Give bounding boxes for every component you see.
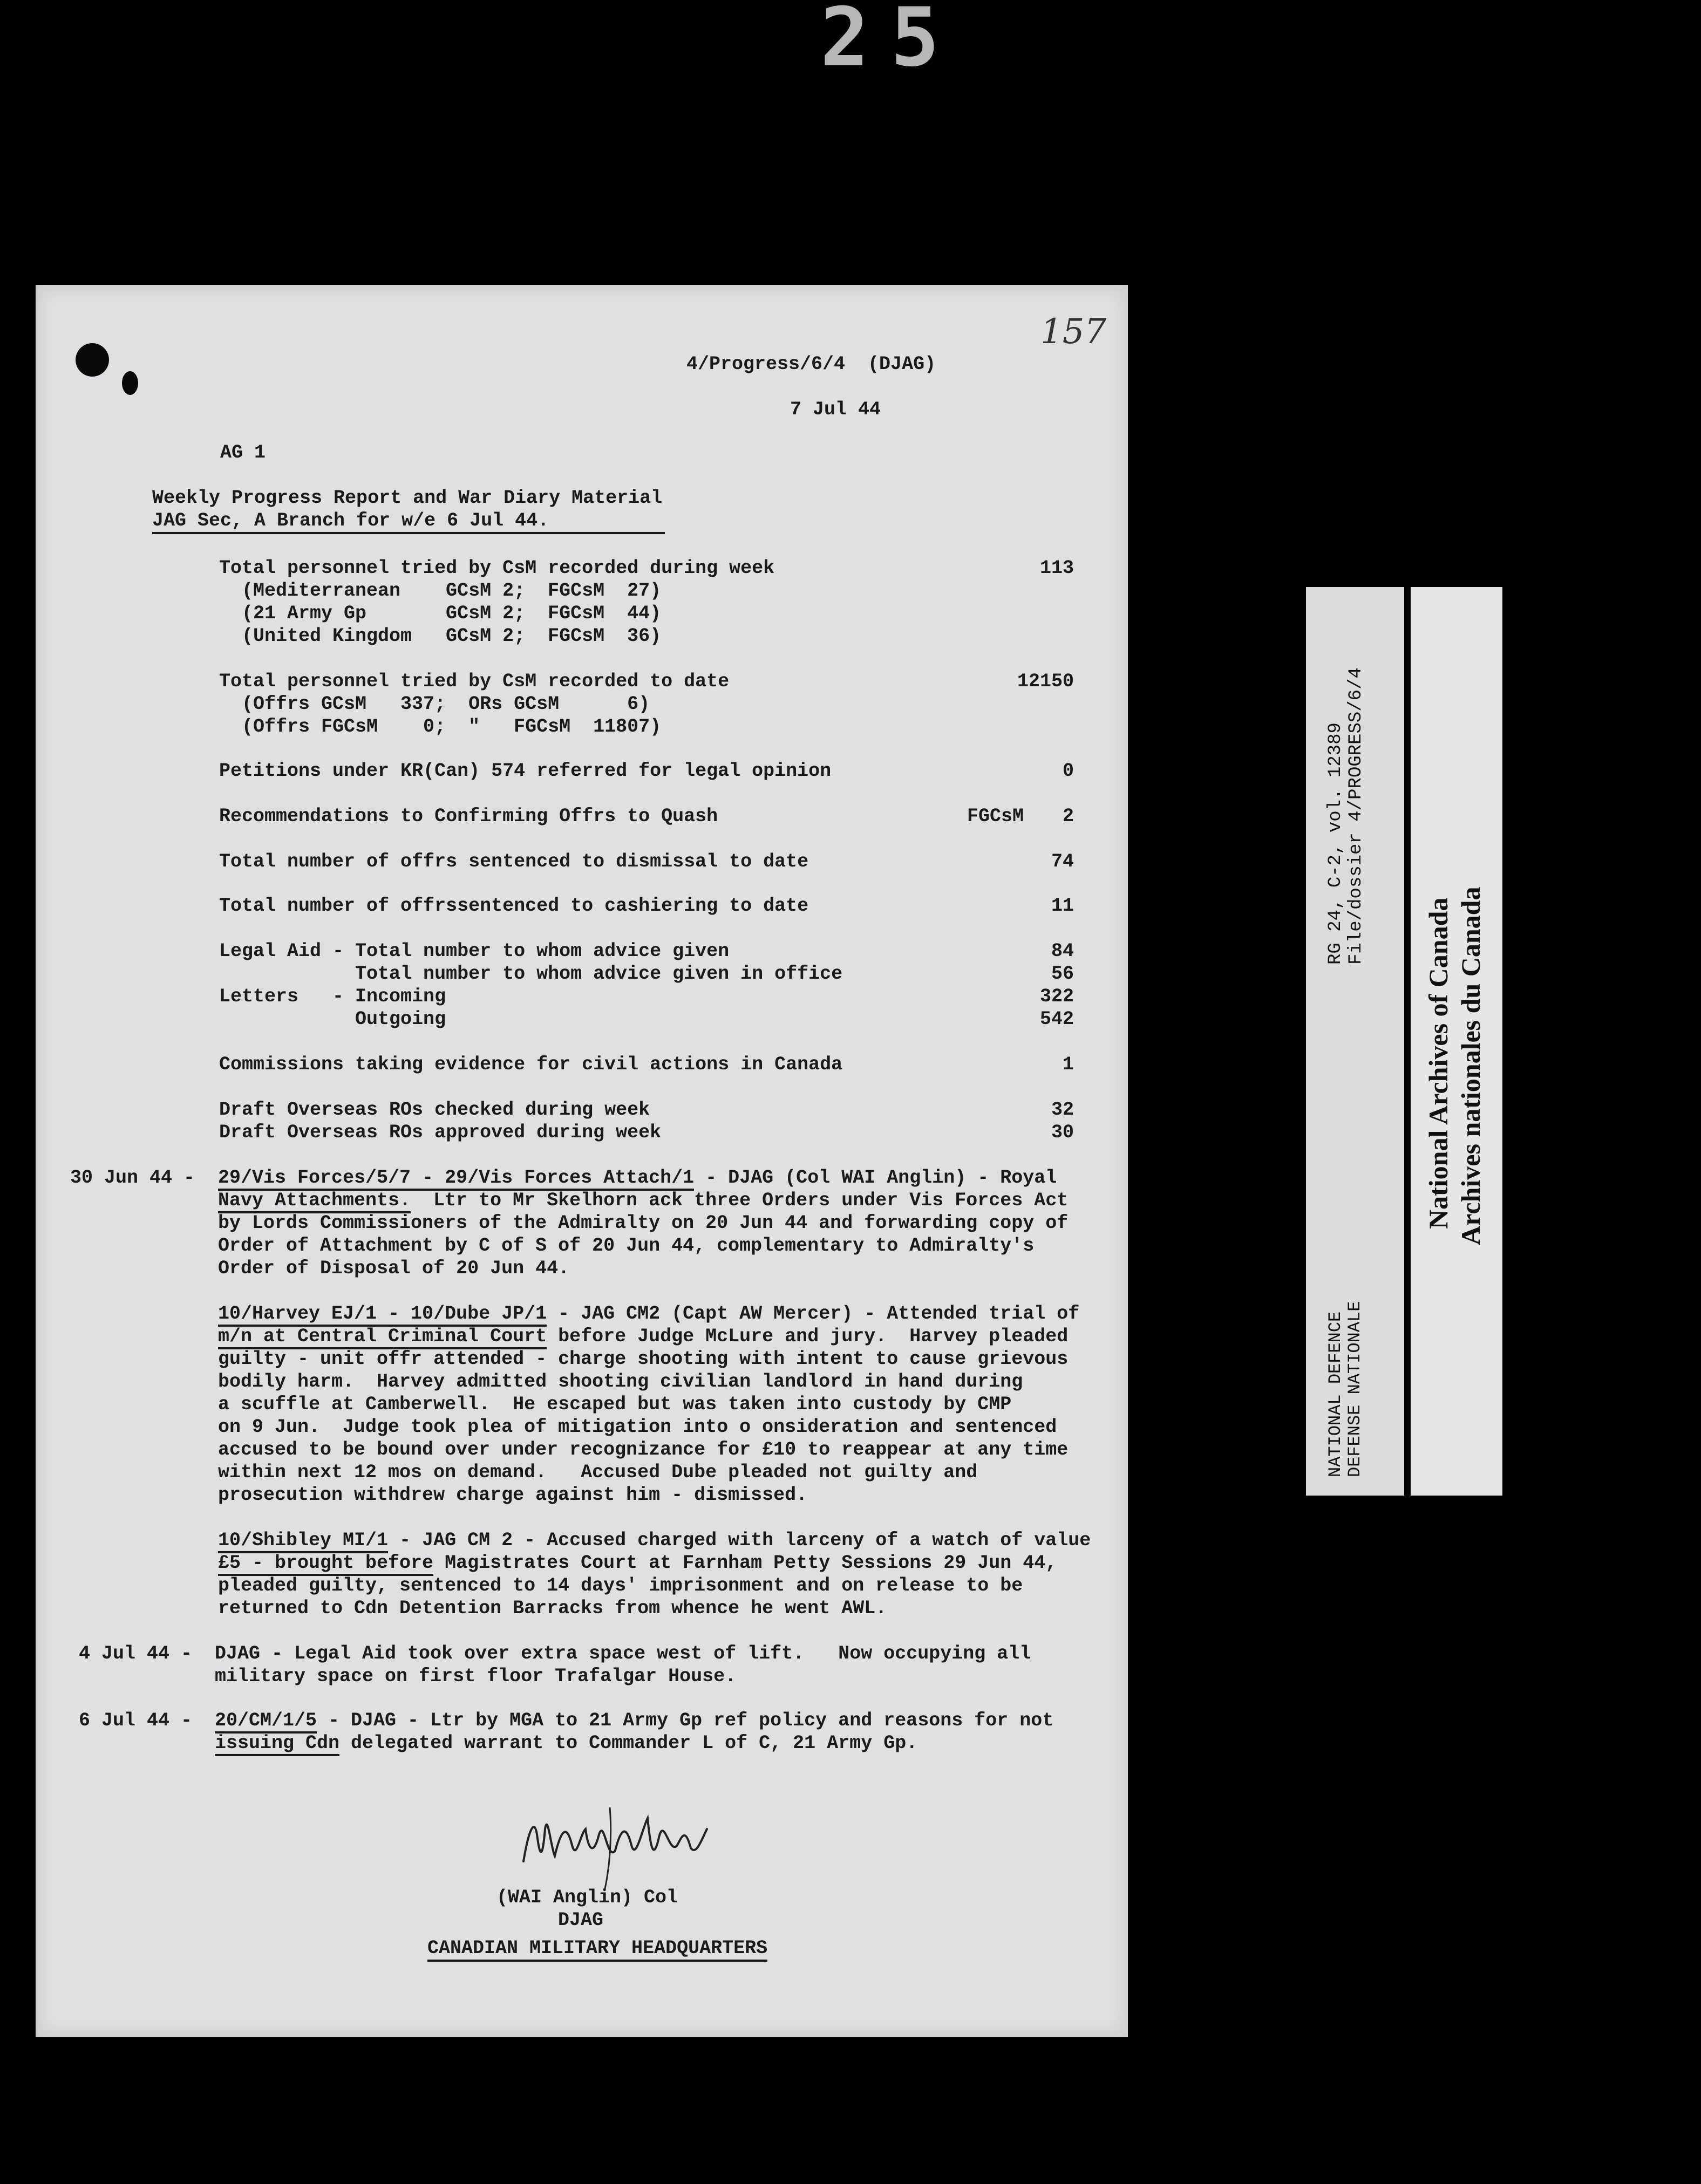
stat-letters-outgoing-value: 542 <box>1039 1008 1074 1030</box>
archive-ref-line: RG 24, C-2, vol. 12389 <box>1325 722 1346 965</box>
department-line: DEFENSE NATIONALE <box>1345 1301 1365 1477</box>
entry-ref: 10/Harvey EJ/1 - 10/Dube JP/1 <box>218 1303 547 1327</box>
entry-line: pleaded guilty, sentenced to 14 days' imprisonment and on release to be <box>218 1575 1023 1596</box>
entry-text: Ltr to Mr Skelhorn ack three Orders under Vis Forces Act <box>411 1190 1069 1211</box>
stat-petitions-value: 0 <box>1062 760 1074 782</box>
entry-line <box>218 1166 1057 1189</box>
entry-text: - JAG CM2 (Capt AW Mercer) - Attended trial of <box>547 1303 1080 1325</box>
entry-line <box>218 1552 1057 1574</box>
stat-legal-aid-office-line: Total number to whom advice given in office <box>219 963 843 985</box>
stat-tried-date-value: 12150 <box>1017 671 1074 692</box>
stat-ros-checked-label: Draft Overseas ROs checked during week <box>219 1099 650 1121</box>
entry-text: delegated warrant to Commander L of C, 21 Army Gp. <box>339 1732 918 1754</box>
stat-tried-date-line: (Offrs FGCsM 0; " FGCsM 11807) <box>242 716 662 738</box>
stat-ros-approved-value: 30 <box>1051 1122 1074 1143</box>
entry-text: Magistrates Court at Farnham Petty Sessions 29 Jun 44, <box>433 1552 1057 1574</box>
archive-ref-line: File/dossier 4/PROGRESS/6/4 <box>1346 667 1366 965</box>
entry-text: - DJAG - Ltr by MGA to 21 Army Gp ref policy and reasons for not <box>317 1710 1054 1731</box>
punch-hole-partial <box>122 371 138 395</box>
stat-cashiering-value: 11 <box>1051 895 1074 917</box>
department-line: NATIONAL DEFENCE <box>1325 1311 1345 1477</box>
stat-legal-aid-line: Legal Aid - Total number to whom advice given <box>219 940 730 962</box>
document-page <box>36 285 1128 2037</box>
stat-tried-week-value: 113 <box>1039 557 1074 579</box>
stat-petitions-label: Petitions under KR(Can) 574 referred for legal opinion <box>219 760 832 782</box>
entry-line: Order of Attachment by C of S of 20 Jun 44, complementary to Admiralty's <box>218 1235 1035 1257</box>
entry-line: returned to Cdn Detention Barracks from whence he went AWL. <box>218 1598 887 1619</box>
file-reference: 4/Progress/6/4 (DJAG) <box>686 353 936 375</box>
entry-line: DJAG - Legal Aid took over extra space west of lift. Now occupying all <box>215 1643 1031 1664</box>
entry-ref: 29/Vis Forces/5/7 - 29/Vis Forces Attach/1 <box>218 1167 694 1191</box>
folio-number: 157 <box>1040 312 1107 352</box>
stat-commissions-label: Commissions taking evidence for civil actions in Canada <box>219 1054 843 1075</box>
entry-line: prosecution withdrew charge against him - dismissed. <box>218 1484 808 1506</box>
entry-line: a scuffle at Camberwell. He escaped but was taken into custody by CMP <box>218 1394 1012 1415</box>
archives-name-en: National Archives of Canada <box>1423 897 1453 1229</box>
entry-line: bodily harm. Harvey admitted shooting civilian landlord in hand during <box>218 1371 1023 1393</box>
stat-tried-week-label: Total personnel tried by CsM recorded during week <box>219 557 775 579</box>
frame-number: 25 <box>820 0 961 85</box>
entry-text: before Judge McLure and jury. Harvey pleaded <box>547 1326 1069 1347</box>
report-subtitle-text: JAG Sec, A Branch for w/e 6 Jul 44. <box>152 510 549 531</box>
entry-line <box>218 1325 1068 1348</box>
entry-line: accused to be bound over under recognizance for £10 to reappear at any time <box>218 1439 1069 1460</box>
stat-dismissal-value: 74 <box>1051 851 1074 872</box>
stat-legal-aid-value: 84 <box>1051 940 1074 962</box>
entry-text: - JAG CM 2 - Accused charged with larceny of a watch of value <box>388 1530 1091 1551</box>
entry-line <box>215 1709 1053 1732</box>
stat-tried-date-line: (Offrs GCsM 337; ORs GCsM 6) <box>242 693 650 715</box>
entry-ref: m/n at Central Criminal Court <box>218 1326 547 1349</box>
stat-legal-aid-office-value: 56 <box>1051 963 1074 985</box>
entry-date: 30 Jun 44 - <box>70 1167 195 1189</box>
stat-letters-incoming-line: Letters - Incoming <box>219 986 446 1007</box>
entry-line <box>218 1189 1068 1212</box>
entry-line: by Lords Commissioners of the Admiralty on 20 Jun 44 and forwarding copy of <box>218 1212 1069 1234</box>
report-subtitle <box>152 509 665 534</box>
entry-line <box>218 1529 1091 1552</box>
entry-line: military space on first floor Trafalgar House. <box>215 1666 737 1687</box>
signatory-title: DJAG <box>558 1909 604 1931</box>
stat-tried-week-line: (21 Army Gp GCsM 2; FGCsM 44) <box>242 603 662 624</box>
entry-line: within next 12 mos on demand. Accused Dube pleaded not guilty and <box>218 1462 978 1483</box>
punch-hole <box>76 343 109 377</box>
entry-date: 4 Jul 44 - <box>79 1643 193 1664</box>
entry-line: guilty - unit offr attended - charge shooting with intent to cause grievous <box>218 1348 1069 1370</box>
stat-dismissal-label: Total number of offrs sentenced to dismissal to date <box>219 851 809 872</box>
stat-commissions-value: 1 <box>1062 1054 1074 1075</box>
entry-ref: 10/Shibley MI/1 <box>218 1530 388 1553</box>
stat-recommendations-prefix: FGCsM <box>967 806 1024 827</box>
signatory-organization: CANADIAN MILITARY HEADQUARTERS <box>427 1937 767 1962</box>
handwritten-signature <box>513 1797 718 1894</box>
archives-name-label <box>1411 587 1502 1496</box>
stat-tried-date-label: Total personnel tried by CsM recorded to date <box>219 671 730 692</box>
entry-line: Order of Disposal of 20 Jun 44. <box>218 1258 570 1279</box>
entry-line <box>215 1732 917 1755</box>
stat-recommendations-value: 2 <box>1062 806 1074 827</box>
stat-ros-checked-value: 32 <box>1051 1099 1074 1121</box>
entry-line <box>218 1302 1079 1325</box>
entry-date: 6 Jul 44 - <box>79 1710 193 1731</box>
archive-reference-label <box>1306 587 1404 1496</box>
entry-ref: £5 - brought before <box>218 1552 433 1576</box>
stat-cashiering-label: Total number of offrssentenced to cashiering to date <box>219 895 809 917</box>
stat-ros-approved-label: Draft Overseas ROs approved during week <box>219 1122 662 1143</box>
stat-recommendations-label: Recommendations to Confirming Offrs to Quash <box>219 806 718 827</box>
document-date: 7 Jul 44 <box>790 399 881 420</box>
report-title: Weekly Progress Report and War Diary Material <box>152 487 663 509</box>
stat-tried-week-line: (United Kingdom GCsM 2; FGCsM 36) <box>242 625 662 647</box>
entry-ref: issuing Cdn <box>215 1732 339 1756</box>
stat-letters-outgoing-line: Outgoing <box>219 1008 446 1030</box>
stat-letters-incoming-value: 322 <box>1039 986 1074 1007</box>
archives-name-fr: Archives nationales du Canada <box>1455 886 1486 1245</box>
entry-line: on 9 Jun. Judge took plea of mitigation into o onsideration and sentenced <box>218 1416 1057 1438</box>
signatory-name: (WAI Anglin) Col <box>496 1887 678 1908</box>
stat-tried-week-line: (Mediterranean GCsM 2; FGCsM 27) <box>242 580 662 602</box>
entry-ref: Navy Attachments. <box>218 1190 411 1213</box>
entry-text: - DJAG (Col WAI Anglin) - Royal <box>694 1167 1057 1189</box>
addressee: AG 1 <box>220 442 266 463</box>
entry-ref: 20/CM/1/5 <box>215 1710 317 1733</box>
